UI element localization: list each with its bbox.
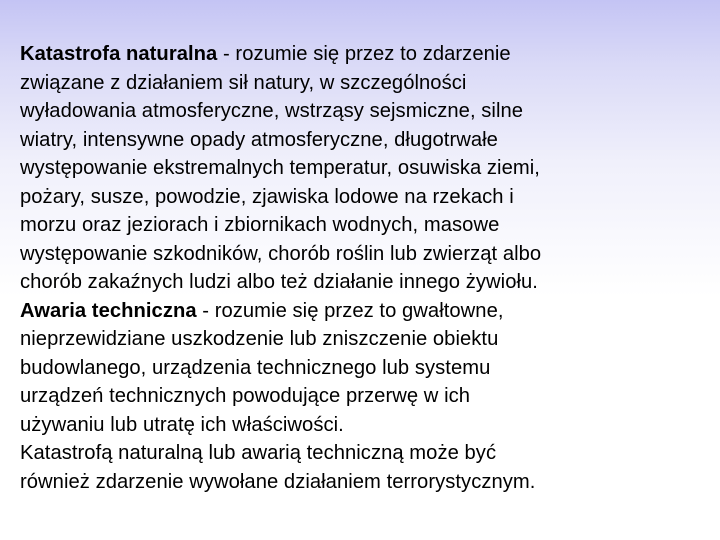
definition-1-line: związane z działaniem sił natury, w szczególności bbox=[20, 71, 467, 94]
definition-1-line: występowanie szkodników, chorób roślin lub zwierząt albo bbox=[20, 242, 542, 265]
definition-1-text: - rozumie się przez to zdarzenie bbox=[217, 43, 511, 65]
definition-1-line: pożary, susze, powodzie, zjawiska lodowe na rzekach i bbox=[20, 185, 514, 208]
definition-2-line: budowlanego, urządzenia technicznego lub systemu bbox=[20, 356, 491, 379]
definition-2-line: urządzeń technicznych powodujące przerwę w ich bbox=[20, 385, 471, 407]
definition-1-line: morzu oraz jeziorach i zbiornikach wodnych, masowe bbox=[20, 214, 500, 236]
definition-1-line: wyładowania atmosferyczne, wstrząsy sejsmiczne, silne bbox=[20, 100, 524, 122]
definition-1-line: chorób zakaźnych ludzi albo też działanie innego żywiołu. bbox=[20, 271, 538, 293]
definition-2-first-line bbox=[20, 297, 710, 326]
definition-1-first-line bbox=[20, 40, 710, 69]
definition-1-line: występowanie ekstremalnych temperatur, osuwiska ziemi, bbox=[20, 157, 540, 179]
definition-2-line: używaniu lub utratę ich właściwości. bbox=[20, 413, 344, 436]
term-katastrofa-naturalna: Katastrofa naturalna bbox=[20, 43, 218, 65]
definition-2-line: nieprzewidziane uszkodzenie lub zniszczenie obiektu bbox=[20, 328, 499, 350]
closing-line: Katastrofą naturalną lub awarią techniczną może być bbox=[20, 442, 497, 464]
definition-2-text: - rozumie się przez to gwałtowne, bbox=[196, 299, 504, 322]
closing-line: również zdarzenie wywołane działaniem terrorystycznym. bbox=[20, 470, 536, 493]
definition-1-line: wiatry, intensywne opady atmosferyczne, długotrwałe bbox=[20, 128, 498, 151]
slide-body-text bbox=[20, 40, 710, 496]
term-awaria-techniczna: Awaria techniczna bbox=[20, 299, 197, 322]
